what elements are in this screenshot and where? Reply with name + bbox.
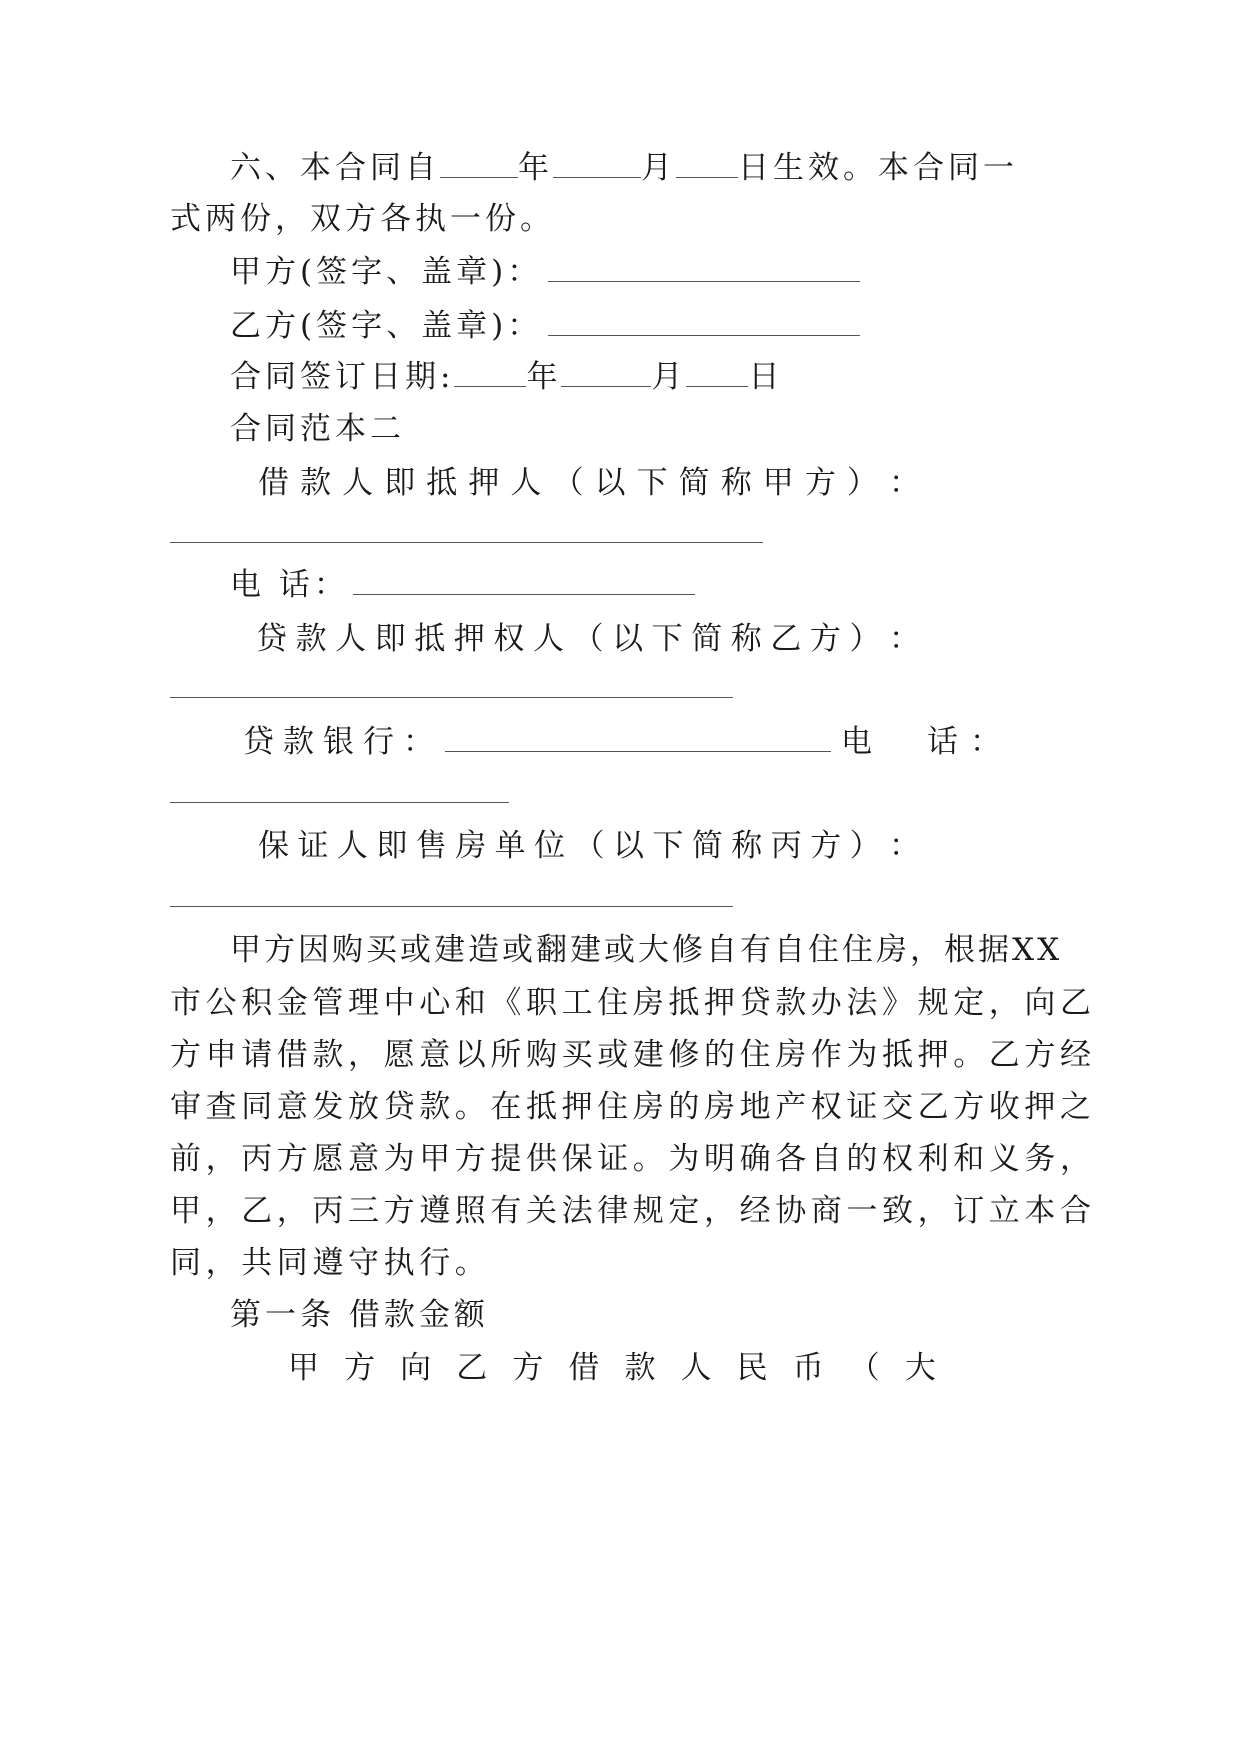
- char: ：: [889, 621, 920, 657]
- sign-day-label: 日: [748, 359, 784, 395]
- body-line-4: 审查同意发放贷款。在抵押住房的房地产权证交乙方收押之: [170, 1089, 1096, 1125]
- char: （: [848, 1350, 880, 1386]
- guarantor-blank: [170, 906, 733, 907]
- bank-phone-blank: [170, 802, 509, 803]
- char: 方: [810, 828, 842, 864]
- char: 称: [731, 828, 763, 864]
- party-b-signature-line: [230, 306, 860, 346]
- char: 民: [736, 1350, 768, 1386]
- char: 位: [534, 828, 566, 864]
- char: 称: [720, 465, 752, 501]
- body-line-2: 市公积金管理中心和《职工住房抵押贷款办法》规定，向乙: [170, 985, 1096, 1021]
- body-line-3: 方申请借款，愿意以所购买或建修的住房作为抵押。乙方经: [170, 1037, 1096, 1073]
- char: 以: [612, 621, 644, 657]
- char: 方: [809, 621, 841, 657]
- body-line-1: 甲方因购买或建造或翻建或大修自有自住住房，根据XX: [230, 932, 1063, 968]
- year-blank: [440, 151, 518, 178]
- char: 下: [652, 828, 684, 864]
- borrower-label-line: [258, 463, 920, 503]
- body-line-7: 同，共同遵守执行。: [170, 1245, 491, 1281]
- effective-text-c: 月: [641, 150, 676, 186]
- sign-year-blank: [454, 360, 526, 387]
- month-blank: [553, 151, 641, 178]
- body-line-6: 甲，乙，丙三方遵照有关法律规定，经协商一致，订立本合: [170, 1193, 1096, 1229]
- char: 币: [792, 1350, 824, 1386]
- bank-blank: [445, 725, 831, 752]
- bank-label: 贷款银行：: [243, 724, 443, 760]
- char: 人: [342, 465, 374, 501]
- article-1-line: [288, 1348, 936, 1388]
- char: 简: [691, 828, 723, 864]
- char: ）: [846, 465, 878, 501]
- char: 乙: [770, 621, 802, 657]
- char: 人: [532, 621, 564, 657]
- char: 贷: [256, 621, 287, 657]
- party-a-signature-line: [230, 252, 860, 292]
- char: 甲: [762, 465, 794, 501]
- sign-month-blank: [561, 360, 651, 387]
- char: 单: [494, 828, 526, 864]
- party-b-signature-blank: [548, 309, 860, 336]
- party-a-signature-label: 甲方(签字、盖章)：: [230, 254, 543, 290]
- char: 售: [415, 828, 447, 864]
- day-blank: [676, 151, 738, 178]
- sign-date-line: [230, 357, 783, 397]
- char: ：: [889, 828, 920, 864]
- char: ）: [849, 621, 881, 657]
- char: 丙: [770, 828, 802, 864]
- char: 人: [510, 465, 542, 501]
- effective-text-b: 年: [518, 150, 553, 186]
- lender-label-line: [256, 619, 920, 659]
- char: 即: [374, 621, 406, 657]
- char: （: [572, 621, 604, 657]
- char: 押: [453, 621, 485, 657]
- bank-phone-label: 电 话：: [841, 724, 1013, 760]
- char: 称: [730, 621, 762, 657]
- char: 乙: [456, 1350, 488, 1386]
- bank-line: [243, 722, 1013, 762]
- char: 款: [624, 1350, 656, 1386]
- effective-date-line: [230, 148, 1018, 188]
- char: 人: [336, 828, 368, 864]
- sign-date-label: 合同签订日期:: [230, 359, 455, 395]
- borrower-blank: [170, 542, 763, 543]
- borrower-phone-line: [230, 565, 695, 605]
- char: 方: [344, 1350, 376, 1386]
- char: 人: [680, 1350, 712, 1386]
- char: （: [552, 465, 584, 501]
- sign-year-label: 年: [526, 359, 562, 395]
- party-b-signature-label: 乙方(签字、盖章)：: [230, 308, 543, 344]
- char: 简: [678, 465, 710, 501]
- char: 即: [376, 828, 408, 864]
- char: 以: [612, 828, 644, 864]
- char: 甲: [288, 1350, 319, 1386]
- article-1-title: 第一条 借款金额: [230, 1297, 489, 1333]
- char: 保: [258, 828, 289, 864]
- party-a-signature-blank: [548, 255, 860, 282]
- char: 方: [804, 465, 836, 501]
- char: 抵: [414, 621, 446, 657]
- char: （: [573, 828, 605, 864]
- template-title: 合同范本二: [230, 411, 405, 447]
- char: 下: [651, 621, 683, 657]
- char: 大: [904, 1350, 936, 1386]
- char: 房: [455, 828, 487, 864]
- effective-text-a: 六、本合同自: [230, 150, 440, 186]
- char: 权: [493, 621, 525, 657]
- char: 款: [300, 465, 332, 501]
- char: 简: [691, 621, 723, 657]
- guarantor-label-line: [258, 826, 920, 866]
- char: ）: [849, 828, 881, 864]
- char: 押: [468, 465, 500, 501]
- sign-month-label: 月: [651, 359, 687, 395]
- char: 证: [297, 828, 329, 864]
- borrower-phone-label: 电 话：: [230, 567, 349, 603]
- copies-line: 式两份，双方各执一份。: [170, 201, 555, 237]
- char: 向: [400, 1350, 432, 1386]
- effective-text-d: 日生效。本合同一: [738, 150, 1018, 186]
- borrower-phone-blank: [353, 568, 695, 595]
- char: 款: [295, 621, 327, 657]
- char: 方: [512, 1350, 544, 1386]
- sign-day-blank: [686, 360, 748, 387]
- char: 抵: [426, 465, 458, 501]
- char: ：: [888, 465, 920, 501]
- char: 即: [384, 465, 416, 501]
- body-line-5: 前，丙方愿意为甲方提供保证。为明确各自的权利和义务，: [170, 1141, 1096, 1177]
- char: 借: [568, 1350, 600, 1386]
- char: 下: [636, 465, 668, 501]
- lender-blank: [170, 697, 733, 698]
- char: 人: [335, 621, 367, 657]
- char: 借: [258, 465, 289, 501]
- char: 以: [594, 465, 626, 501]
